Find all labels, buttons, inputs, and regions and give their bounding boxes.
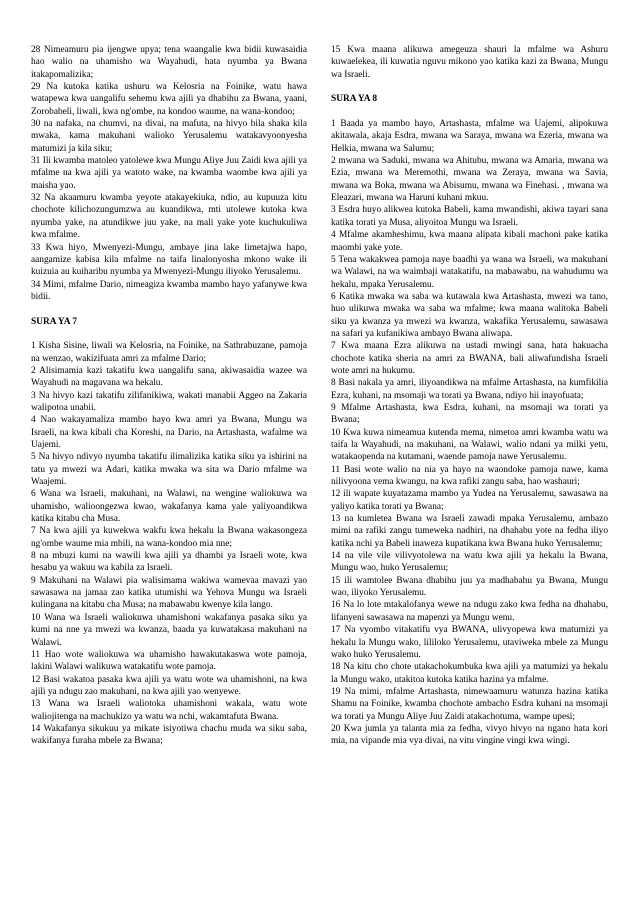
spacer	[331, 106, 608, 118]
verse-paragraph: 8 na mbuzi kumi na wawili kwa ajili ya dhambi ya Israeli wote, kwa hesabu ya wakuu wa kabila za Israeli.	[31, 551, 307, 574]
verse-paragraph: 7 Kwa maana Ezra alikuwa na ustadi mwingi sana, hata hakuacha chochote katika sheria na amri za BWANA, bali aliwafundisha Israeli wote amri na hukumu.	[331, 341, 608, 376]
verse-paragraph: 12 ili wapate kuyatazama mambo ya Yudea na Yerusalemu, sawasawa na yaliyo katika torati ya Bwana;	[331, 489, 608, 512]
verse-list-top	[31, 44, 307, 303]
verse-list-bottom	[31, 340, 307, 747]
verse-list-bottom	[331, 118, 608, 748]
verse-paragraph: 14 Wakafanya sikukuu ya mikate isiyotiwa chachu muda wa siku saba, wakifanya furaha mbele za Bwana;	[31, 723, 307, 747]
verse-paragraph: 31 Ili kwamba matoleo yatolewe kwa Mungu Aliye Juu Zaidi kwa ajili ya mfalme na kwa ajili ya watoto wake, na kwamba waombe kwa ajili ya maisha yao.	[31, 156, 307, 191]
left-column	[31, 44, 307, 748]
verse-list-top	[331, 44, 608, 81]
verse-paragraph: 11 Basi wote walio na nia ya hayo na waondoke pamoja nawe, kama nilivyoona vema kwangu, na kwa rafiki zangu saba, hao washauri;	[331, 464, 608, 488]
verse-paragraph: 12 Basi wakatoa pasaka kwa ajili ya watu wote wa uhamishoni, na kwa ajili ya ndugu zao makuhani, na kwa ajili yao wenyewe.	[31, 674, 307, 697]
verse-paragraph: 30 na nafaka, na chumvi, na divai, na mafuta, na hivyo bila shaka kila mwaka, kama makuhani walioko Yerusalemu watakavyoonyesha matumizi ja kila siku;	[31, 119, 307, 154]
verse-paragraph: 32 Na akaamuru kwamba yeyote atakayekiuka, ndio, au kupuuza kitu chochote kilichozungumzwa au kuandikwa, mti utolewe kutoka kwa nyumba yake, na atundikwe juu yake, na mali yake yote kuchukuliwa kwa mfalme.	[31, 193, 307, 241]
chapter-heading: SURA YA 8	[331, 94, 378, 105]
verse-paragraph: 10 Kwa kuwa nimeamua kutenda mema, nimetoa amri kwamba watu wa taifa la Wayahudi, na makuhani, na Walawi, walio ndani ya milki yetu, watakaopenda na kutamani, waende pamoja nawe Yerusalemu.	[331, 427, 608, 463]
verse-paragraph: 3 Esdra huyo alikwea kutoka Babeli, kama mwandishi, akiwa tayari sana katika torati ya Musa, aliyoitoa Mungu wa Israeli.	[331, 205, 608, 228]
verse-paragraph: 8 Basi nakala ya amri, iliyoandikwa na mfalme Artashasta, na kumfikilia Ezra, kuhani, na msomaji wa torati ya Bwana, ndiyo hii inayofuata;	[331, 378, 608, 401]
verse-paragraph: 1 Kisha Sisine, liwali wa Kelosria, na Foinike, na Sathrabuzane, pamoja na wenzao, wakizifuata amri za mfalme Dario;	[31, 341, 307, 364]
verse-paragraph: 6 Katika mwaka wa saba wa kutawala kwa Artashasta, mwezi wa tano, huo ulikuwa mwaka wa saba wa mfalme; kwa maana walitoka Babeli siku ya kwanza ya mwezi wa kwanza, wakafika Yerusalemu, sawasawa na safari ya kufanikiwa ambayo Bwana aliwapa.	[331, 291, 608, 339]
verse-paragraph: 20 Kwa jumla ya talanta mia za fedha, vivyo hivyo na ngano hata kori mia, na vipande mia vya divai, na vitu vingine vingi kwa wingi.	[331, 723, 608, 747]
spacer	[331, 81, 608, 93]
verse-paragraph: 2 mwana wa Saduki, mwana wa Ahitubu, mwana wa Amaria, mwana wa Ezia, mwana wa Meremothi, mwana wa Zeraya, mwana wa Savia, mwana wa Boka, mwana wa Abisumu, mwana wa Finehasi. , mwana wa Eleazari, mwana wa Haruni kuhani mkuu.	[331, 156, 608, 204]
verse-paragraph: 7 Na kwa ajili ya kuwekwa wakfu kwa hekalu la Bwana wakasongeza ng'ombe waume mia mbili, na wana-kondoo mia nne;	[31, 526, 307, 549]
verse-paragraph: 34 Mimi, mfalme Dario, nimeagiza kwamba mambo hayo yafanywe kwa bidii.	[31, 279, 307, 302]
verse-paragraph: 17 Na vyombo vitakatifu vya BWANA, ulivyopewa kwa matumizi ya hekalu la Mungu wako, lililoko Yerusalemu, utaviweka mbele za Mungu wako huko Yerusalemu.	[331, 625, 608, 660]
verse-paragraph: 9 Mfalme Artashasta, kwa Esdra, kuhani, na msomaji wa torati ya Bwana;	[331, 402, 608, 426]
verse-paragraph: 13 na kumletea Bwana wa Israeli zawadi mpaka Yerusalemu, ambazo mimi na rafiki zangu tumeweka nadhiri, na dhahabu yote na fedha iliyo katika nchi ya Babeli inaweza kupatikana kwa Bwana huko Yerusalemu;	[331, 514, 608, 549]
verse-paragraph: 4 Mfalme akamheshimu, kwa maana alipata kibali machoni pake katika maombi yake yote.	[331, 230, 608, 253]
verse-paragraph: 9 Makuhani na Walawi pia walisimama wakiwa wamevaa mavazi yao sawasawa na jamaa zao katika utumishi wa Yehova Mungu wa Israeli kulingana na kitabu cha Musa; na mabawabu kwenye kila lango.	[31, 575, 307, 611]
verse-paragraph: 15 ili wamtolee Bwana dhabihu juu ya madhabahu ya Bwana, Mungu wao, iliyoko Yerusalemu.	[331, 575, 608, 599]
verse-paragraph: 14 na vile vile vilivyotolewa na watu kwa ajili ya hekalu la Bwana, Mungu wao, huko Yerusalemu;	[331, 551, 608, 574]
verse-paragraph: 29 Na kutoka katika ushuru wa Kelosria na Foinike, watu hawa watapewa kwa uangalifu sehemu kwa ajili ya dhabihu za Bwana, yaani, Zorobabeli, liwali, kwa ng'ombe, na kondoo waume, na wana-kondoo;	[31, 82, 307, 117]
verse-paragraph: 19 Na mimi, mfalme Artashasta, nimewaamuru watunza hazina katika Shamu na Foinike, kwamba chochote ambacho Esdra kuhani na msomaji wa torati ya Mungu Aliye Juu Zaidi atakachotuma, wampe upesi;	[331, 686, 608, 722]
verse-paragraph: 15 Kwa maana alikuwa amegeuza shauri la mfalme wa Ashuru kuwaelekea, ili kuwatia nguvu mikono yao katika kazi za Bwana, Mungu wa Israeli.	[331, 45, 608, 80]
verse-paragraph: 18 Na kitu cho chote utakachokumbuka kwa ajili ya matumizi ya hekalu la Mungu wako, utakitoa kutoka katika hazina ya mfalme.	[331, 662, 608, 685]
verse-paragraph: 2 Alisimamia kazi takatifu kwa uangalifu sana, akiwasaidia wazee wa Wayahudi na magavana wa hekalu.	[31, 365, 307, 389]
spacer	[31, 328, 307, 340]
verse-paragraph: 28 Nimeamuru pia ijengwe upya; tena waangalie kwa bidii kuwasaidia hao walio na uhamisho wa Wayahudi, hata nyumba ya Bwana itakapomalizika;	[31, 45, 307, 80]
verse-paragraph: 5 Tena wakakwea pamoja naye baadhi ya wana wa Israeli, wa makuhani wa Walawi, na wa waimbaji watakatifu, na mabawabu, na wahudumu wa hekalu, mpaka Yerusalemu.	[331, 254, 608, 290]
spacer	[31, 303, 307, 315]
chapter-heading: SURA YA 7	[31, 316, 78, 327]
verse-paragraph: 33 Kwa hiyo, Mwenyezi-Mungu, ambaye jina lake limetajwa hapo, aangamize kabisa kila mfalme na taifa linalonyosha mkono wake ili kuizuia au kuiharibu nyumba ya Mwenyezi-Mungu iliyoko Yerusalemu.	[31, 242, 307, 278]
verse-paragraph: 13 Wana wa Israeli waliotoka uhamishoni wakala, watu wote waliojitenga na machukizo ya watu wa nchi, wakamtafuta Bwana.	[31, 699, 307, 722]
verse-paragraph: 16 Na lo lote mtakalofanya wewe na ndugu zako kwa fedha na dhahabu, lifanyeni sawasawa na mapenzi ya Mungu wenu.	[331, 600, 608, 623]
verse-paragraph: 6 Wana wa Israeli, makuhani, na Walawi, na wengine waliokuwa wa uhamisho, walioongezwa kwao, wakafanya kama yale yaliyoandikwa katika kitabu cha Musa.	[31, 489, 307, 525]
verse-paragraph: 4 Nao wakayamaliza mambo hayo kwa amri ya Bwana, Mungu wa Israeli, na kwa kibali cha Koreshi, na Dario, na Artashasta, wafalme wa Uajemi.	[31, 415, 307, 450]
verse-paragraph: 1 Baada ya mambo hayo, Artashasta, mfalme wa Uajemi, alipokuwa akitawala, akaja Esdra, mwana wa Saraya, mwana wa Ezeria, mwana wa Helkia, mwana wa Salumu;	[331, 119, 608, 154]
verse-paragraph: 11 Hao wote waliokuwa wa uhamisho hawakutakaswa wote pamoja, lakini Walawi walikuwa watakatifu wote pamoja.	[31, 649, 307, 673]
verse-paragraph: 3 Na hivyo kazi takatifu zilifanikiwa, wakati manabii Aggeo na Zakaria walipotoa unabii.	[31, 390, 307, 413]
right-column	[331, 44, 608, 748]
verse-paragraph: 5 Na hivyo ndivyo nyumba takatifu ilimalizika katika siku ya ishirini na tatu ya mwezi wa Adari, katika mwaka wa sita wa Dario mfalme wa Waajemi.	[31, 452, 307, 488]
verse-paragraph: 10 Wana wa Israeli waliokuwa uhamishoni wakafanya pasaka siku ya kumi na nne ya mwezi wa kwanza, baada ya kuwatakasa makuhani na Walawi.	[31, 612, 307, 648]
